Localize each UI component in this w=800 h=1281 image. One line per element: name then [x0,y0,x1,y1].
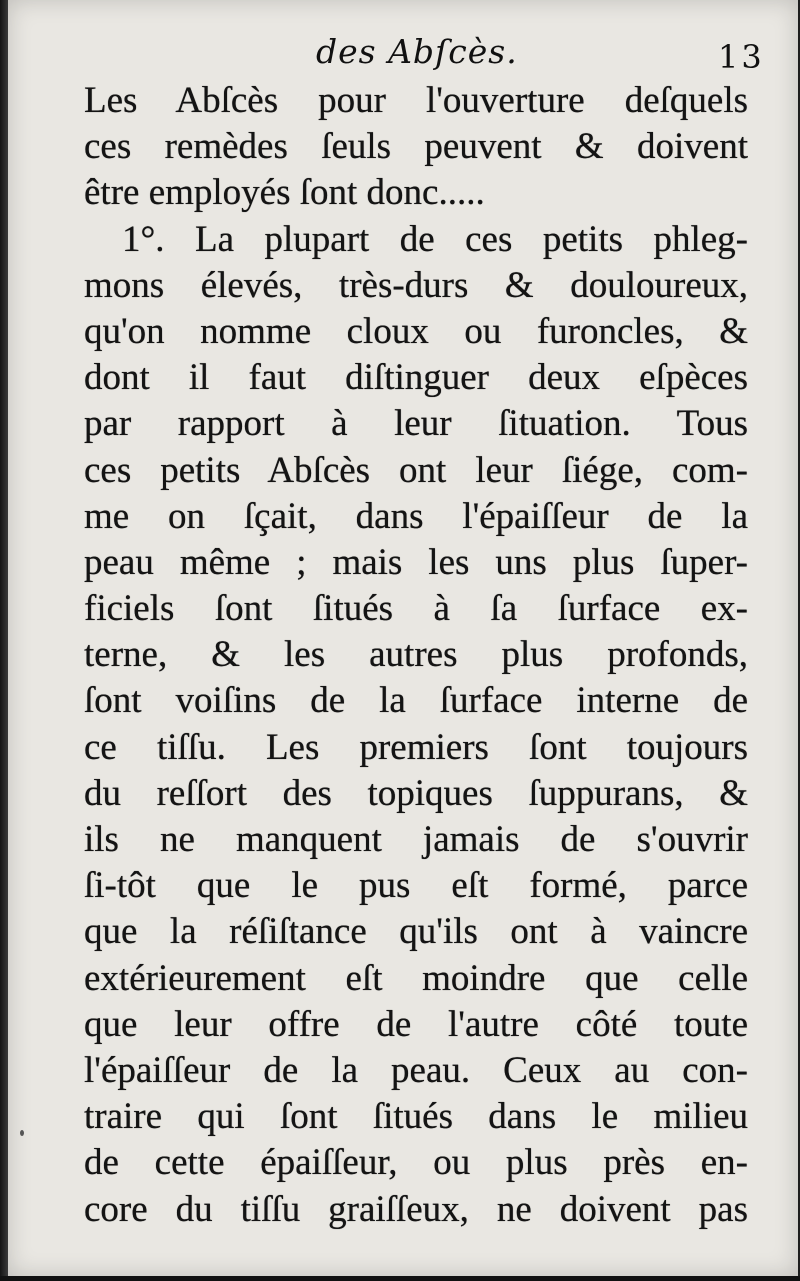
page-number: 13 [718,38,765,76]
text-line: extérieurement eſt moindre que celle [84,957,748,999]
text-line: dont il faut diſtinguer deux eſpèces [84,357,748,399]
text-line: de cette épaiſſeur, ou plus près en- [84,1142,748,1184]
text-line: ficiels ſont ſitués à ſa ſurface ex- [84,588,748,630]
text-line: ſi-tôt que le pus eſt formé, parce [84,865,748,907]
running-title: des Abſcès. [316,32,518,71]
page-bottom-edge [0,1276,800,1281]
text-line: que la réſiſtance qu'ils ont à vaincre [84,911,748,953]
ink-speck [20,1130,24,1136]
text-line: traire qui ſont ſitués dans le milieu [84,1096,748,1138]
text-line: qu'on nomme cloux ou furoncles, & [84,310,748,352]
text-line: peau même ; mais les uns plus ſuper- [84,541,748,583]
text-line: ſont voiſins de la ſurface interne de [84,680,748,722]
text-line: du reſſort des topiques ſuppurans, & [84,772,748,814]
text-line: terne, & les autres plus profonds, [84,634,748,676]
text-line: 1°. La plupart de ces petits phleg- [122,218,748,260]
text-line: être employés ſont donc..... [84,172,485,214]
text-line: par rapport à leur ſituation. Tous [84,403,748,445]
text-line: ce tiſſu. Les premiers ſont toujours [84,726,748,768]
text-line: ils ne manquent jamais de s'ouvrir [84,819,748,860]
text-line: me on ſçait, dans l'épaiſſeur de la [84,495,748,537]
text-line: l'épaiſſeur de la peau. Ceux au con- [84,1049,748,1091]
text-line: mons élevés, très-durs & douloureux, [84,264,748,306]
text-line: que leur offre de l'autre côté toute [84,1003,748,1045]
text-line: ces remèdes ſeuls peuvent & doivent [84,126,748,168]
page-edge-shadow [0,0,8,1281]
text-line: Les Abſcès pour l'ouverture deſquels [84,80,748,121]
body-text [84,78,748,1233]
text-line: ces petits Abſcès ont leur ſiége, com- [84,449,748,491]
text-line: core du tiſſu graiſſeux, ne doivent pas [84,1188,748,1230]
